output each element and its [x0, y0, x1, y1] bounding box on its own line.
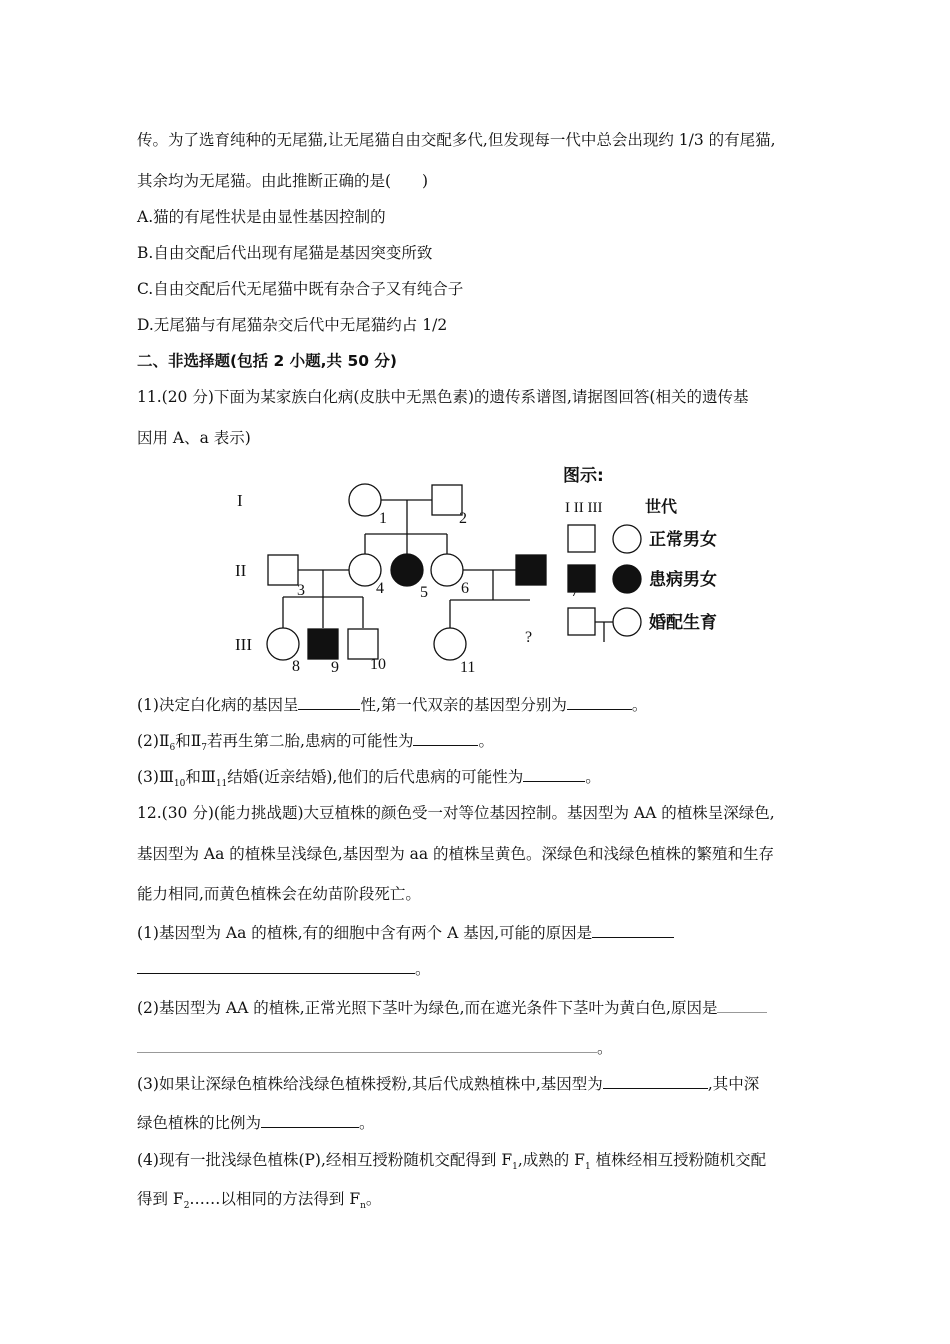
q10-option-d: D.无尾猫与有尾猫杂交后代中无尾猫约占 1/2 — [137, 316, 448, 334]
q12-sub2: (2)基因型为 AA 的植株,正常光照下茎叶为绿色,而在遮光条件下茎叶为黄白色,原因是 — [137, 996, 767, 1018]
q12-sub2-cont: 。 — [137, 1036, 613, 1058]
individual-7 — [516, 555, 546, 585]
individual-2 — [432, 485, 462, 515]
q12-sub1-cont: 。 — [137, 957, 431, 979]
individual-10 — [348, 629, 378, 659]
individual-3 — [268, 555, 298, 585]
legend-mating-male-icon — [568, 608, 595, 635]
q10-option-b: B.自由交配后代出现有尾猫是基因突变所致 — [137, 244, 433, 262]
q11-sub2: $(2)Ⅱ_6$和$Ⅱ_7$若再生第二胎,患病的可能性为 。 — [137, 732, 494, 754]
legend-affected-text: 患病男女 — [649, 570, 717, 590]
q10-option-a: A.猫的有尾性状是由显性基因控制的 — [137, 208, 386, 226]
individual-8 — [267, 628, 299, 660]
gen-label-3: III — [235, 635, 252, 654]
unknown-child-label: ? — [525, 629, 533, 646]
individual-5 — [391, 554, 423, 586]
q12-sub3: (3)如果让深绿色植株给浅绿色植株授粉,其后代成熟植株中,基因型为 ,其中深 — [137, 1075, 760, 1093]
pedigree-chart — [225, 462, 745, 682]
legend-affected-male-icon — [568, 565, 595, 592]
pedigree-legend — [563, 466, 717, 642]
q12-sub4: (4)现有一批浅绿色植株(P),经相互授粉随机交配得到 $F_1$,成熟的 $F_1$ 植株经相互授粉随机交配 — [137, 1151, 767, 1173]
legend-mating-text: 婚配生育 — [649, 613, 717, 633]
answer-blank[interactable] — [592, 922, 674, 938]
q11-stem-line2: 因用 A、a 表示) — [137, 429, 251, 447]
answer-blank[interactable] — [413, 730, 478, 746]
label-3: 3 — [297, 582, 305, 599]
individual-6 — [431, 554, 463, 586]
label-1: 1 — [379, 510, 387, 527]
q12-stem-line2: 基因型为 Aa 的植株呈浅绿色,基因型为 aa 的植株呈黄色。深绿色和浅绿色植株的繁殖和生存 — [137, 845, 775, 863]
label-5: 5 — [420, 584, 428, 601]
answer-blank[interactable] — [261, 1112, 359, 1128]
individual-1 — [349, 484, 381, 516]
q10-text-line2: 其余均为无尾猫。由此推断正确的是( ) — [137, 172, 429, 190]
section-title: 二、非选择题(包括 2 小题,共 50 分) — [137, 352, 397, 370]
label-9: 9 — [331, 659, 339, 676]
q10-text-line1: 传。为了选育纯种的无尾猫,让无尾猫自由交配多代,但发现每一代中总会出现约 1/3 的有尾猫, — [137, 131, 776, 149]
q10-option-c: C.自由交配后代无尾猫中既有杂合子又有纯合子 — [137, 280, 464, 298]
legend-title: 图示: — [563, 466, 604, 486]
legend-mating-female-icon — [613, 608, 641, 636]
q11-sub1: (1)决定白化病的基因呈 性,第一代双亲的基因型分别为 。 — [137, 696, 648, 714]
answer-blank[interactable] — [523, 766, 585, 782]
q12-sub4-cont: 得到 $F_2\dots\dots$以相同的方法得到 $F_n$。 — [137, 1190, 382, 1212]
label-6: 6 — [461, 580, 469, 597]
legend-affected-female-icon — [613, 565, 641, 593]
answer-blank[interactable] — [298, 694, 360, 710]
q12-stem-line3: 能力相同,而黄色植株会在幼苗阶段死亡。 — [137, 885, 421, 903]
legend-normal-text: 正常男女 — [649, 530, 717, 550]
label-4: 4 — [376, 580, 384, 597]
label-10: 10 — [370, 656, 386, 673]
individual-9 — [308, 629, 338, 659]
legend-gen-label: I II III — [565, 500, 603, 516]
gen-label-1: I — [237, 491, 243, 510]
q12-sub1: (1)基因型为 Aa 的植株,有的细胞中含有两个 A 基因,可能的原因是 — [137, 921, 674, 943]
label-2: 2 — [459, 510, 467, 527]
q12-stem-line1: 12.(30 分)(能力挑战题)大豆植株的颜色受一对等位基因控制。基因型为 AA 的植株呈深绿色, — [137, 804, 775, 822]
q12-sub3-cont: 绿色植株的比例为 。 — [137, 1114, 375, 1132]
answer-blank[interactable] — [603, 1073, 708, 1089]
answer-blank[interactable] — [567, 694, 632, 710]
label-8: 8 — [292, 658, 300, 675]
q11-stem-line1: 11.(20 分)下面为某家族白化病(皮肤中无黑色素)的遗传系谱图,请据图回答(相关的遗传基 — [137, 388, 749, 406]
answer-blank[interactable] — [137, 1037, 597, 1053]
legend-gen-text: 世代 — [645, 497, 678, 516]
answer-blank[interactable] — [137, 958, 415, 974]
gen-label-2: II — [235, 561, 247, 580]
q11-sub3: $(3)Ⅲ_{10}$和$Ⅲ_{11}$结婚(近亲结婚),他们的后代患病的可能性为 。 — [137, 768, 601, 790]
legend-normal-male-icon — [568, 525, 595, 552]
legend-normal-female-icon — [613, 525, 641, 553]
answer-blank[interactable] — [717, 997, 767, 1013]
individual-11 — [434, 628, 466, 660]
label-11: 11 — [460, 659, 476, 676]
